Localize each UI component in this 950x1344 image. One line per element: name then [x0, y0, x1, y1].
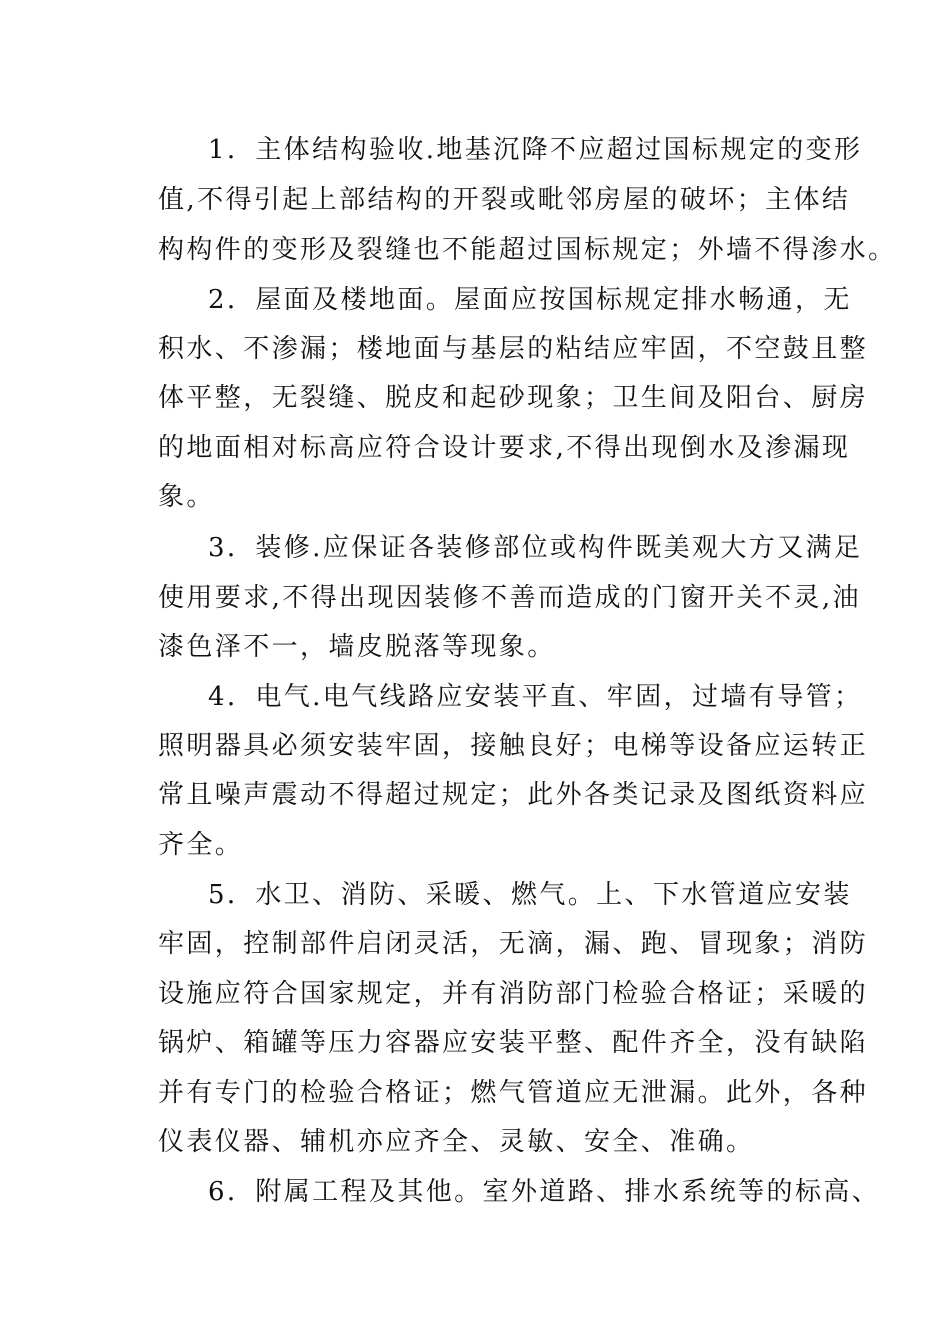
paragraph-1-line-2: 值,不得引起上部结构的开裂或毗邻房屋的破坏；主体结 [158, 185, 851, 215]
paragraph-2-line-2: 积水、不渗漏；楼地面与基层的粘结应牢固，不空鼓且整 [158, 334, 869, 364]
paragraph-6-line-1: 6．附属工程及其他。室外道路、排水系统等的标高、 [208, 1177, 881, 1207]
paragraph-3-line-2: 使用要求,不得出现因装修不善而造成的门窗开关不灵,油 [158, 583, 861, 613]
paragraph-4-line-1: 4．电气.电气线路应安装平直、牢固，过墙有导管； [208, 682, 863, 712]
paragraph-5-line-6: 仪表仪器、辅机亦应齐全、灵敏、安全、准确。 [158, 1127, 755, 1157]
paragraph-2-line-4: 的地面相对标高应符合设计要求,不得出现倒水及渗漏现 [158, 433, 851, 463]
paragraph-5-line-4: 锅炉、箱罐等压力容器应安装平整、配件齐全，没有缺陷 [158, 1028, 869, 1058]
paragraph-1-line-1: 1．主体结构验收.地基沉降不应超过国标规定的变形 [208, 135, 863, 165]
paragraph-2-line-3: 体平整，无裂缝、脱皮和起砂现象；卫生间及阳台、厨房 [158, 383, 869, 413]
paragraph-1-line-3: 构构件的变形及裂缝也不能超过国标规定；外墙不得渗水。 [158, 235, 897, 265]
paragraph-3-line-3: 漆色泽不一，墙皮脱落等现象。 [158, 632, 556, 662]
paragraph-2-line-1: 2．屋面及楼地面。屋面应按国标规定排水畅通，无 [208, 285, 852, 315]
paragraph-5-line-5: 并有专门的检验合格证；燃气管道应无泄漏。此外，各种 [158, 1078, 869, 1108]
paragraph-4-line-2: 照明器具必须安装牢固，接触良好；电梯等设备应运转正 [158, 731, 869, 761]
paragraph-3-line-1: 3．装修.应保证各装修部位或构件既美观大方又满足 [208, 533, 863, 563]
paragraph-2-line-5: 象。 [158, 482, 215, 512]
paragraph-5-line-1: 5．水卫、消防、采暖、燃气。上、下水管道应安装 [208, 880, 852, 910]
paragraph-5-line-3: 设施应符合国家规定，并有消防部门检验合格证；采暖的 [158, 979, 869, 1009]
paragraph-4-line-3: 常且噪声震动不得超过规定；此外各类记录及图纸资料应 [158, 780, 869, 810]
paragraph-5-line-2: 牢固，控制部件启闭灵活，无滴，漏、跑、冒现象；消防 [158, 929, 869, 959]
paragraph-4-line-4: 齐全。 [158, 830, 244, 860]
